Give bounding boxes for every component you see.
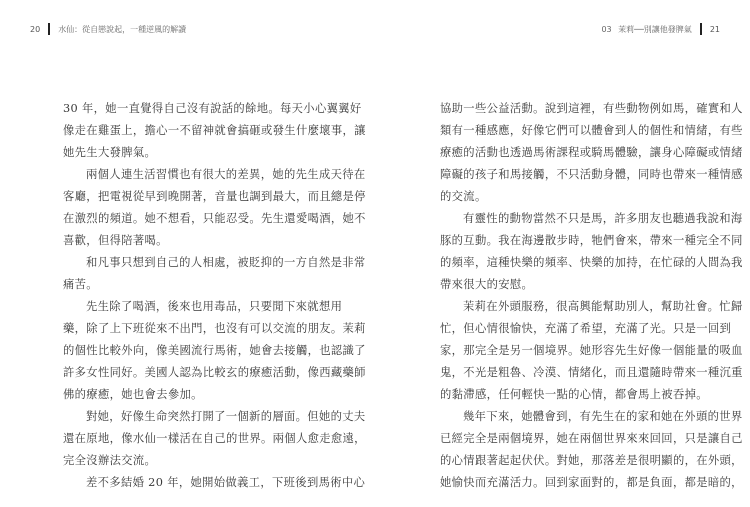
- text-line: 30 年，她一直覺得自己沒有說話的餘地。每天小心翼翼好: [63, 102, 362, 115]
- text-line: 豚的互動。我在海邊散步時，牠們會來，帶來一種完全不同: [440, 234, 743, 247]
- text-line: 差不多結婚 20 年，她開始做義工，下班後到馬術中心: [86, 476, 366, 489]
- chapter-number: 03: [601, 24, 612, 34]
- left-page-number: 20: [30, 24, 41, 34]
- text-line: 還在原地，像水仙一樣活在自己的世界。兩個人愈走愈遠，: [63, 432, 366, 445]
- text-line: 完全沒辦法交流。: [63, 454, 157, 467]
- running-head-divider: [700, 23, 702, 35]
- text-line: 她先生大發脾氣。: [63, 146, 157, 159]
- chapter-title: 茉莉──別讓他發脾氣: [618, 24, 692, 34]
- text-line: 的黏滯感，任何輕快一點的心情，都會馬上被吞掉。: [440, 388, 708, 401]
- text-line: 忙，但心情很愉快，充滿了希望，充滿了光。只是一回到: [440, 322, 732, 335]
- text-line: 像走在雞蛋上，擔心一不留神就會搞砸或發生什麼壞事，讓: [63, 124, 366, 137]
- left-running-head-title: 水仙：從自戀說起，一種逆風的解讀: [58, 24, 187, 34]
- text-line: 的心情跟著起起伏伏。對她，那落差是很明顯的，在外頭，: [440, 454, 743, 467]
- right-page-number: 21: [709, 24, 720, 34]
- text-line: 類有一種感應，好像它們可以體會到人的個性和情緒，有些: [440, 124, 743, 137]
- text-line: 家，那完全是另一個境界。她形容先生好像一個能量的吸血: [440, 344, 743, 357]
- text-line: 藥，除了上下班從來不出門，也沒有可以交流的朋友。茉莉: [63, 322, 366, 335]
- right-running-head: [601, 23, 720, 35]
- text-line: 佛的療癒，她也會去參加。: [63, 388, 203, 401]
- text-line: 的交流。: [440, 190, 487, 203]
- text-line: 她愉快而充滿活力。回到家面對的，都是負面，都是暗的，: [440, 476, 743, 489]
- text-line: 療癒的活動也透過馬術課程或騎馬體驗，讓身心障礙或情緒: [440, 146, 743, 159]
- right-body-text: [440, 98, 743, 494]
- left-running-head: [30, 23, 186, 35]
- text-line: 痛苦。: [63, 278, 98, 291]
- text-line: 客廳，把電視從早到晚開著，音量也調到最大，而且總是停: [63, 190, 366, 203]
- text-line: 幾年下來，她體會到，有先生在的家和她在外頭的世界: [463, 410, 743, 423]
- text-line: 已經完全是兩個境界，她在兩個世界來來回回，只是讓自己: [440, 432, 743, 445]
- left-body-text: [63, 98, 366, 494]
- text-line: 在激烈的頻道。她不想看，只能忍受。先生還愛喝酒，她不: [63, 212, 366, 225]
- text-line: 鬼，不光是粗魯、冷漠、情緒化，而且還隨時帶來一種沉重: [440, 366, 743, 379]
- text-line: 對她，好像生命突然打開了一個新的層面。但她的丈夫: [86, 410, 366, 423]
- text-line: 的個性比較外向，像美國流行馬術，她會去接觸，也認識了: [63, 344, 366, 357]
- text-line: 兩個人連生活習慣也有很大的差異，她的先生成天待在: [86, 168, 366, 181]
- right-page: [375, 0, 750, 507]
- text-line: 有靈性的動物當然不只是馬，許多朋友也聽過我說和海: [463, 212, 743, 225]
- text-line: 協助一些公益活動。說到這裡，有些動物例如馬，確實和人: [440, 102, 743, 115]
- text-line: 喜歡，但得陪著喝。: [63, 234, 168, 247]
- running-head-divider: [48, 23, 50, 35]
- text-line: 許多女性同好。美國人認為比較玄的療癒活動，像西藏藥師: [63, 366, 366, 379]
- text-line: 和凡事只想到自己的人相處，被貶抑的一方自然是非常: [86, 256, 366, 269]
- text-line: 先生除了喝酒，後來也用毒品，只要閒下來就想用: [86, 300, 343, 313]
- text-line: 障礙的孩子和馬接觸，不只活動身體，同時也帶來一種情感: [440, 168, 743, 181]
- text-line: 的頻率，這種快樂的頻率、快樂的加持，在忙碌的人間為我: [440, 256, 743, 269]
- right-running-head-title: [601, 24, 691, 35]
- text-line: 茉莉在外頭服務，很高興能幫助別人，幫助社會。忙歸: [463, 300, 743, 313]
- text-line: 帶來很大的安慰。: [440, 278, 534, 291]
